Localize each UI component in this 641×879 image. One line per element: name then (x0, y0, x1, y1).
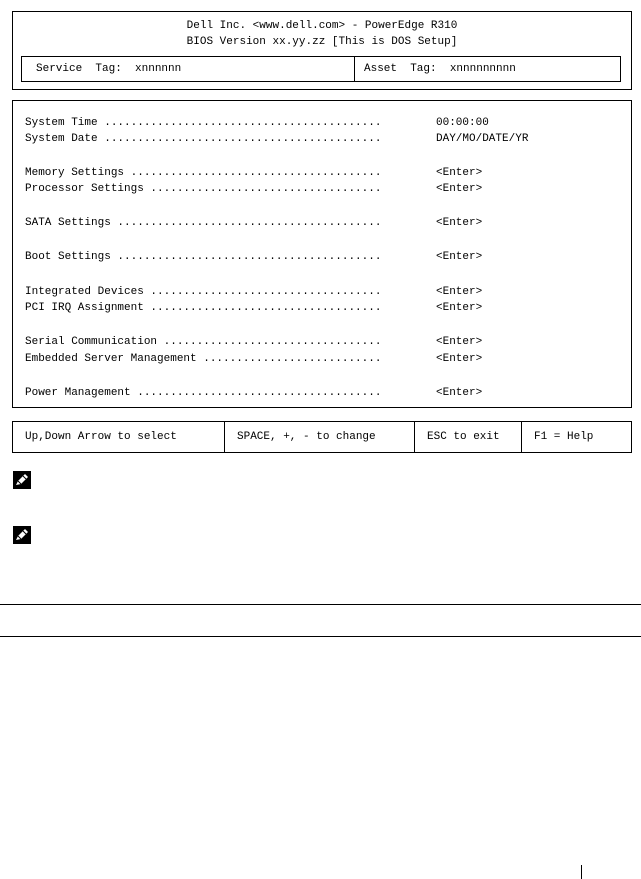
vendor-line: Dell Inc. <www.dell.com> - PowerEdge R310 (186, 20, 458, 32)
setting-label[interactable]: System Time .......................................... (25, 117, 382, 129)
help-f1: F1 = Help (534, 431, 594, 443)
help-navigate: Up,Down Arrow to select (13, 422, 225, 452)
help-bar (12, 421, 632, 453)
setting-value[interactable]: <Enter> (436, 302, 483, 314)
note-pencil-icon (12, 525, 32, 545)
setting-label[interactable]: Boot Settings ........................................ (25, 251, 382, 263)
settings-panel (12, 100, 632, 408)
setting-label[interactable]: Processor Settings ................................... (25, 183, 382, 195)
setting-label[interactable]: Integrated Devices ................................... (25, 286, 382, 298)
setting-value[interactable]: <Enter> (436, 183, 483, 195)
setting-value[interactable]: <Enter> (436, 387, 483, 399)
setting-value[interactable]: <Enter> (436, 217, 483, 229)
setting-value[interactable]: 00:00:00 (436, 117, 489, 129)
setting-value[interactable]: <Enter> (436, 353, 483, 365)
setting-value[interactable]: DAY/MO/DATE/YR (436, 133, 529, 145)
tag-bar (21, 56, 621, 82)
setting-value[interactable]: <Enter> (436, 286, 483, 298)
help-exit: ESC to exit (415, 422, 522, 452)
setting-label[interactable]: PCI IRQ Assignment ................................... (25, 302, 382, 314)
setting-label[interactable]: Serial Communication ................................. (25, 336, 382, 348)
tag-divider (354, 57, 355, 81)
help-change: SPACE, +, - to change (225, 422, 415, 452)
setting-value[interactable]: <Enter> (436, 167, 483, 179)
service-tag: Service Tag: xnnnnnn (36, 63, 182, 75)
setting-label[interactable]: SATA Settings ........................................ (25, 217, 382, 229)
table-rule-top (0, 604, 641, 605)
table-rule-bottom (0, 636, 641, 637)
page-footer-divider (581, 865, 582, 879)
bios-header (12, 11, 632, 90)
setting-value[interactable]: <Enter> (436, 336, 483, 348)
setting-label[interactable]: Embedded Server Management ........................... (25, 353, 382, 365)
setting-label[interactable]: Memory Settings ...................................... (25, 167, 382, 179)
setting-label[interactable]: Power Management ..................................... (25, 387, 382, 399)
asset-tag: Asset Tag: xnnnnnnnnn (364, 63, 516, 75)
bios-version-line: BIOS Version xx.yy.zz [This is DOS Setup] (186, 36, 458, 48)
setting-label[interactable]: System Date .......................................... (25, 133, 382, 145)
note-pencil-icon (12, 470, 32, 490)
setting-value[interactable]: <Enter> (436, 251, 483, 263)
